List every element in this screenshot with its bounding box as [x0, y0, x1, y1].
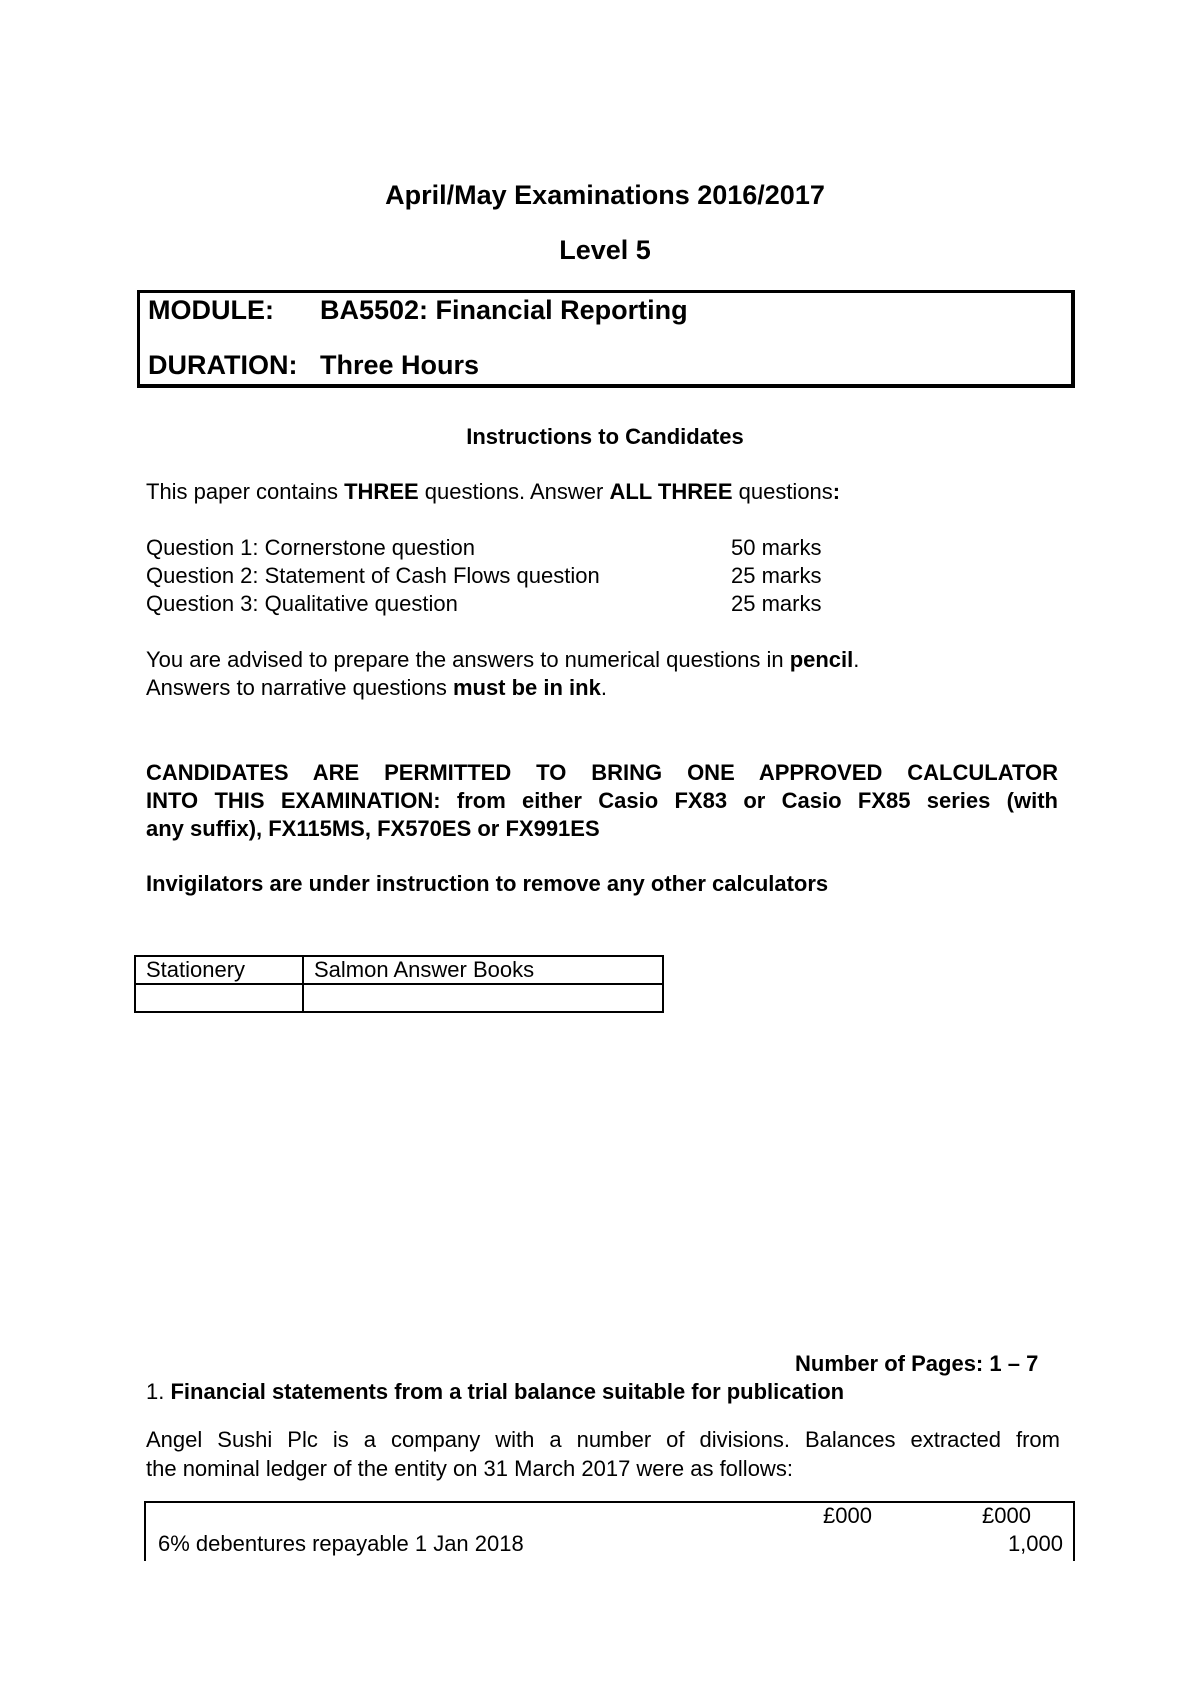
invigilators-notice: Invigilators are under instruction to remove any other calculators — [146, 871, 829, 896]
module-row — [148, 295, 688, 326]
stationery-empty-cell — [135, 984, 303, 1012]
advice-ink-line — [146, 675, 607, 701]
calculator-notice — [146, 759, 1058, 843]
column-heading-debit: £000 — [823, 1503, 872, 1528]
question-1-number: 1. — [146, 1379, 171, 1404]
question-1-intro-line-2: the nominal ledger of the entity on 31 March 2017 were as follows: — [146, 1456, 793, 1481]
advice-pencil-text: You are advised to prepare the answers to numerical questions in — [146, 647, 790, 672]
question-1-marks: 50 marks — [731, 535, 822, 560]
duration-value: Three Hours — [320, 350, 480, 380]
column-heading-credit: £000 — [982, 1503, 1031, 1528]
stationery-label-cell: Stationery — [135, 956, 303, 984]
advice-ink-period: . — [600, 675, 607, 700]
question-3-label: Question 3: Qualitative question — [146, 591, 458, 616]
module-label: MODULE: — [148, 295, 274, 325]
advice-pencil-emphasis: pencil — [789, 647, 854, 672]
paper-contains-all: ALL THREE — [609, 479, 733, 504]
advice-pencil-line — [146, 647, 859, 673]
duration-label: DURATION: — [148, 350, 298, 380]
question-3-marks: 25 marks — [731, 591, 822, 616]
level-heading: Level 5 — [559, 235, 651, 265]
paper-contains-text-2: questions. Answer — [418, 479, 610, 504]
question-1-title: Financial statements from a trial balance suitable for publication — [170, 1379, 845, 1404]
question-2-marks: 25 marks — [731, 563, 822, 588]
paper-contains-count: THREE — [344, 479, 419, 504]
duration-row — [148, 350, 479, 381]
instructions-heading: Instructions to Candidates — [466, 424, 744, 449]
calculator-notice-line-2: INTO THIS EXAMINATION: from either Casio FX83 or Casio FX85 series (with — [146, 788, 1058, 813]
calculator-notice-line-3: any suffix), FX115MS, FX570ES or FX991ES — [146, 816, 600, 841]
stationery-table-wrap — [134, 955, 664, 1013]
module-box — [137, 290, 1075, 388]
paper-contains-text: This paper contains — [146, 479, 345, 504]
question-1-intro-line-1: Angel Sushi Plc is a company with a number of divisions. Balances extracted from — [146, 1427, 1060, 1452]
paper-contains-colon: : — [832, 479, 841, 504]
stationery-empty-cell — [303, 984, 663, 1012]
module-value: BA5502: Financial Reporting — [320, 295, 688, 325]
paper-contains-line — [146, 479, 840, 505]
number-of-pages: Number of Pages: 1 – 7 — [795, 1351, 1039, 1376]
question-1-label: Question 1: Cornerstone question — [146, 535, 475, 560]
advice-ink-text: Answers to narrative questions — [146, 675, 453, 700]
trial-balance-row-label: 6% debentures repayable 1 Jan 2018 — [158, 1531, 524, 1556]
question-1-intro — [146, 1425, 1060, 1483]
stationery-value-cell: Salmon Answer Books — [303, 956, 663, 984]
table-row — [135, 956, 663, 984]
table-row — [135, 984, 663, 1012]
trial-balance-row-credit: 1,000 — [1007, 1531, 1063, 1556]
question-2-label: Question 2: Statement of Cash Flows question — [146, 563, 600, 588]
question-1-heading — [146, 1379, 844, 1405]
stationery-table — [134, 955, 664, 1013]
calculator-notice-line-1: CANDIDATES ARE PERMITTED TO BRING ONE APPROVED CALCULATOR — [146, 760, 1058, 785]
paper-contains-text-3: questions — [732, 479, 833, 504]
advice-pencil-period: . — [853, 647, 860, 672]
exam-title: April/May Examinations 2016/2017 — [385, 180, 825, 210]
advice-ink-emphasis: must be in ink — [452, 675, 601, 700]
